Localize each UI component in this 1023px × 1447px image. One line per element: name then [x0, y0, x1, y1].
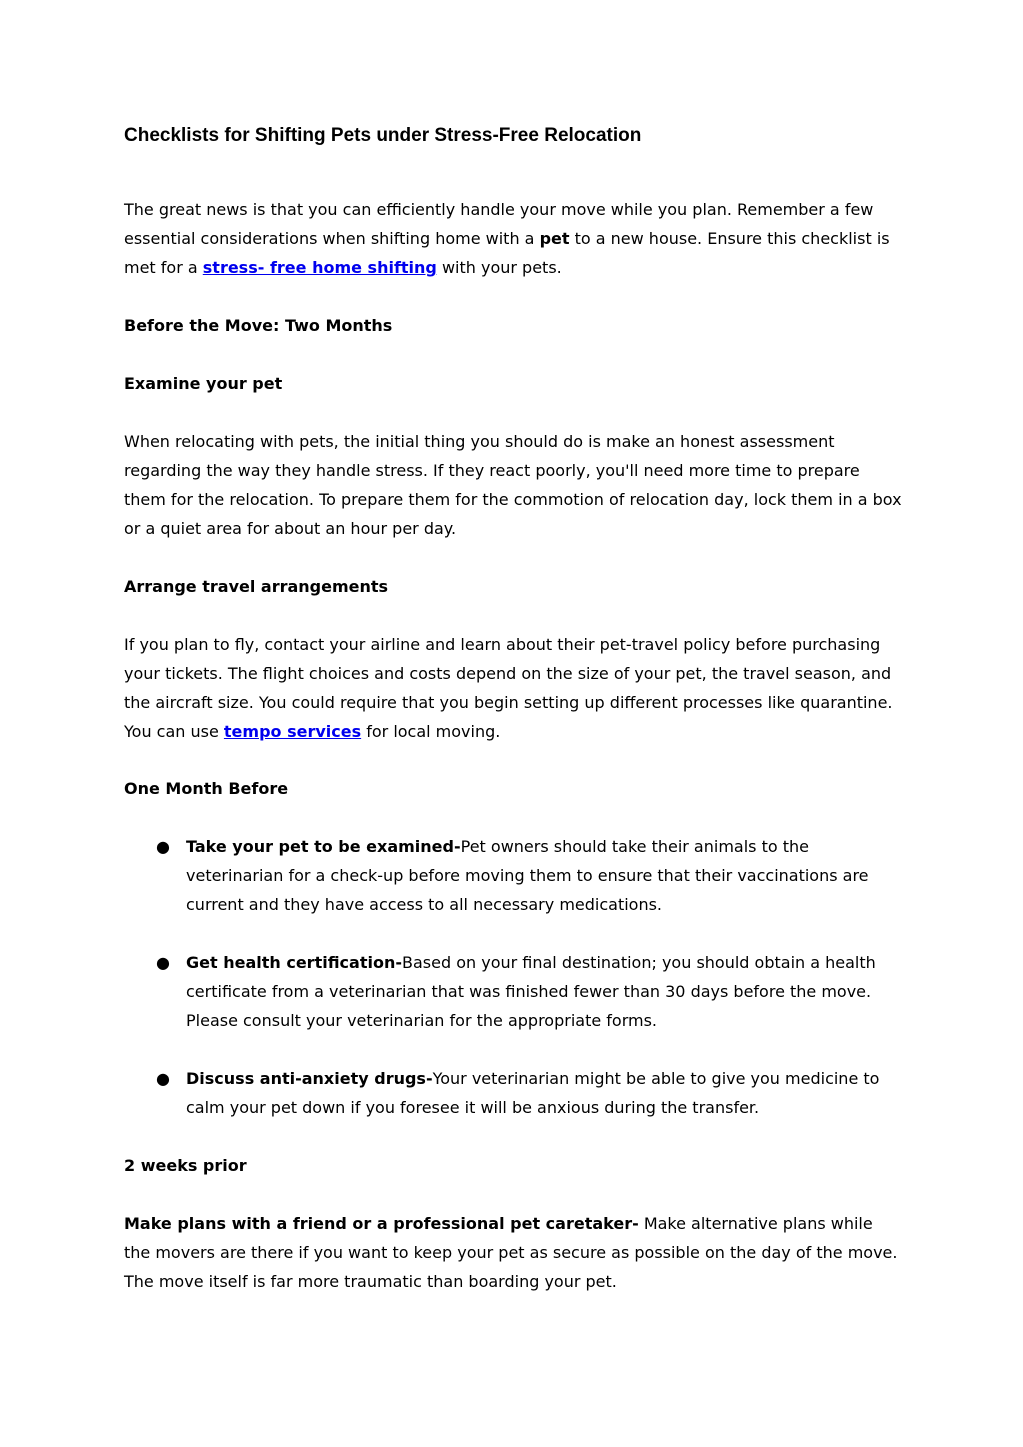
caretaker-paragraph	[124, 1209, 904, 1296]
travel-text-2: for local moving.	[361, 722, 501, 741]
heading-arrange-travel: Arrange travel arrangements	[124, 577, 389, 596]
list-item-text: Your veterinarian might be able to give you medicine to calm your pet down if you foresee it will be anxious during the transfer.	[186, 1069, 880, 1117]
caretaker-text: Make alternative plans while the movers are there if you want to keep your pet as secure as possible on the day of the move. The move itself is far more traumatic than boarding your pet.	[124, 1214, 898, 1291]
list-item	[156, 1064, 904, 1122]
heading-examine-your-pet: Examine your pet	[124, 374, 283, 393]
intro-bold-pet: pet	[539, 229, 570, 248]
travel-paragraph	[124, 630, 904, 746]
bullet-icon: ●	[156, 1069, 170, 1088]
list-item	[156, 948, 904, 1035]
heading-one-month-before: One Month Before	[124, 779, 289, 798]
heading-two-weeks-prior: 2 weeks prior	[124, 1156, 247, 1175]
list-item	[156, 832, 904, 919]
stress-free-home-shifting-link[interactable]: stress- free home shifting	[202, 258, 437, 277]
intro-paragraph	[124, 195, 904, 282]
heading-before-move-two-months: Before the Move: Two Months	[124, 316, 393, 335]
list-item-bold: Take your pet to be examined-	[186, 837, 461, 856]
list-item-bold: Get health certification-	[186, 953, 402, 972]
bullet-icon: ●	[156, 837, 170, 856]
list-item-bold: Discuss anti-anxiety drugs-	[186, 1069, 433, 1088]
list-item-text: Pet owners should take their animals to the veterinarian for a check-up before moving them to ensure that their vaccinations are current and they have access to all necessary medications.	[186, 837, 869, 914]
document-title: Checklists for Shifting Pets under Stress-Free Relocation	[124, 125, 642, 146]
travel-text-1: If you plan to fly, contact your airline and learn about their pet-travel policy before purchasing your tickets. The flight choices and costs depend on the size of your pet, the travel season, and the aircraft size. You could require that you begin setting up different processes like quarantine. You can use	[124, 635, 893, 741]
caretaker-bold: Make plans with a friend or a professional pet caretaker-	[124, 1214, 639, 1233]
list-item-text: Based on your final destination; you should obtain a health certificate from a veterinarian that was finished fewer than 30 days before the move. Please consult your veterinarian for the appropriate forms.	[186, 953, 876, 1030]
tempo-services-link[interactable]: tempo services	[223, 722, 362, 741]
intro-text-2: to a new house. Ensure this checklist is met for a	[124, 229, 890, 277]
examine-paragraph: When relocating with pets, the initial thing you should do is make an honest assessment regarding the way they handle stress. If they react poorly, you'll need more time to prepare them for the relocation. To prepare them for the commotion of relocation day, lock them in a box or a quiet area for about an hour per day.	[124, 432, 902, 538]
bullet-icon: ●	[156, 953, 170, 972]
intro-text-1: The great news is that you can efficiently handle your move while you plan. Remember a few essential considerations when shifting home with a	[124, 200, 874, 248]
intro-text-3: with your pets.	[436, 258, 562, 277]
